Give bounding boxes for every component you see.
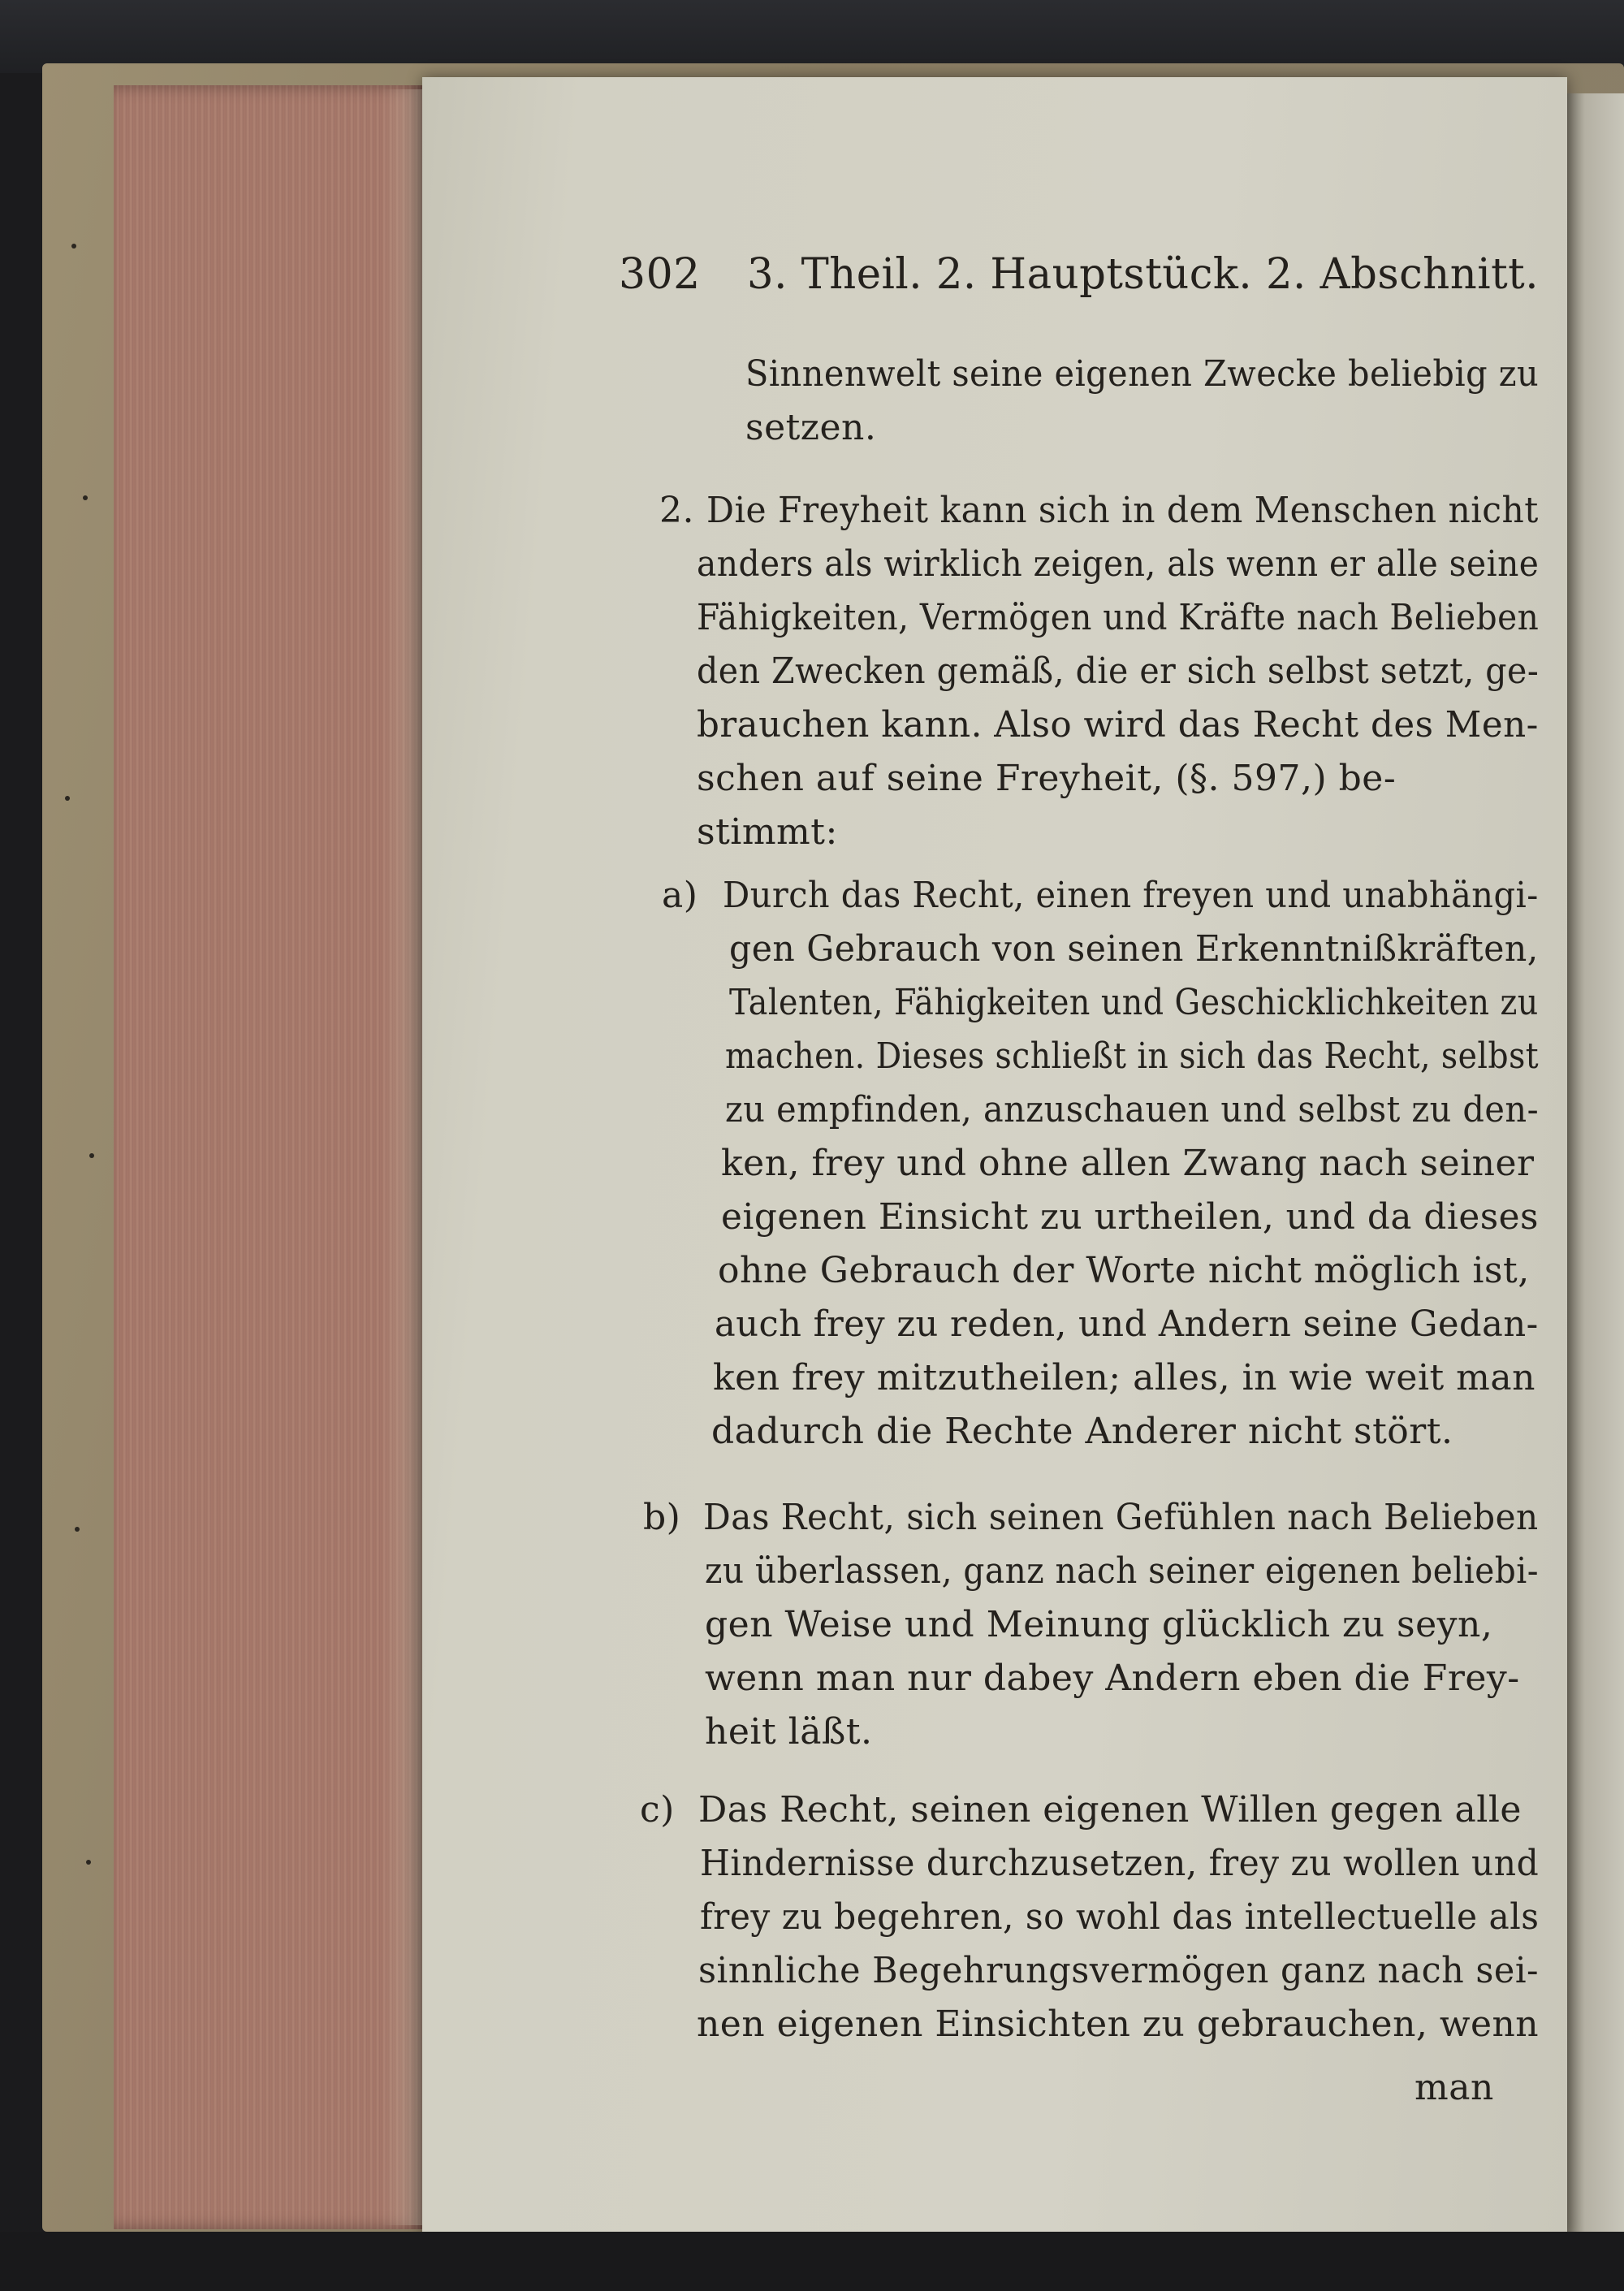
text-line: nen eigenen Einsichten zu gebrauchen, wenn xyxy=(697,2004,1540,2045)
cover-speck xyxy=(65,796,70,801)
text-line: gen Gebrauch von seinen Erkenntnißkräften, xyxy=(729,928,1539,970)
text-line: gen Weise und Meinung glücklich zu seyn, xyxy=(705,1604,1493,1645)
text-line: ken frey mitzutheilen; alles, in wie weit man xyxy=(713,1357,1535,1398)
text-line: Die Freyheit kann sich in dem Menschen nicht xyxy=(706,490,1539,531)
paragraph-marker: 2. xyxy=(659,490,694,531)
text-line: Das Recht, sich seinen Gefühlen nach Belieben xyxy=(703,1497,1539,1538)
text-line: eigenen Einsicht zu urtheilen, und da dieses xyxy=(721,1196,1539,1238)
text-line: Sinnenwelt seine eigenen Zwecke beliebig zu xyxy=(745,353,1540,395)
text-line: auch frey zu reden, und Andern seine Gedan- xyxy=(715,1303,1539,1345)
text-line: ohne Gebrauch der Worte nicht möglich ist, xyxy=(718,1250,1530,1291)
text-line: machen. Dieses schließt in sich das Recht, selbst xyxy=(725,1035,1540,1077)
list-marker: b) xyxy=(643,1497,681,1538)
text-line: anders als wirklich zeigen, als wenn er alle seine xyxy=(697,543,1540,585)
background xyxy=(0,0,1624,73)
text-line: frey zu begehren, so wohl das intellectuelle als xyxy=(700,1896,1540,1938)
cover-speck xyxy=(71,244,76,249)
text-line: brauchen kann. Also wird das Recht des Men- xyxy=(697,704,1539,746)
text-line: Durch das Recht, einen freyen und unabhängi- xyxy=(723,875,1539,916)
text-line: Hindernisse durchzusetzen, frey zu wollen und xyxy=(700,1843,1540,1884)
page-number: 302 xyxy=(619,250,701,299)
text-line: wenn man nur dabey Andern eben die Frey- xyxy=(705,1658,1520,1699)
text-line: Fähigkeiten, Vermögen und Kräfte nach Belieben xyxy=(697,597,1540,638)
cover-speck xyxy=(86,1860,91,1865)
page-block-edge xyxy=(114,85,422,2229)
text-line: setzen. xyxy=(745,407,877,448)
facing-page-edge xyxy=(1563,93,1624,2237)
background-bottom xyxy=(0,2232,1624,2291)
text-line: stimmt: xyxy=(697,811,838,853)
text-line: zu überlassen, ganz nach seiner eigenen beliebi- xyxy=(705,1550,1539,1592)
list-marker: a) xyxy=(662,875,698,916)
text-line: sinnliche Begehrungsvermögen ganz nach sei- xyxy=(698,1950,1540,1991)
list-marker: c) xyxy=(640,1789,675,1831)
text-line: ken, frey und ohne allen Zwang nach seiner xyxy=(721,1143,1535,1184)
text-line: zu empfinden, anzuschauen und selbst zu den- xyxy=(725,1089,1540,1130)
text-line: den Zwecken gemäß, die er sich selbst setzt, ge- xyxy=(697,651,1540,692)
cover-speck xyxy=(89,1153,94,1158)
catchword: man xyxy=(1415,2067,1494,2108)
text-line: heit läßt. xyxy=(705,1711,873,1753)
text-line: schen auf seine Freyheit, (§. 597,) be- xyxy=(697,758,1397,799)
cover-speck xyxy=(75,1527,80,1532)
text-line: dadurch die Rechte Anderer nicht stört. xyxy=(711,1411,1453,1452)
text-line: Das Recht, seinen eigenen Willen gegen alle xyxy=(698,1789,1522,1831)
text-line: Talenten, Fähigkeiten und Geschicklichkeiten zu xyxy=(729,982,1539,1023)
cover-speck xyxy=(83,495,88,500)
running-title: 3. Theil. 2. Hauptstück. 2. Abschnitt. xyxy=(747,250,1540,299)
